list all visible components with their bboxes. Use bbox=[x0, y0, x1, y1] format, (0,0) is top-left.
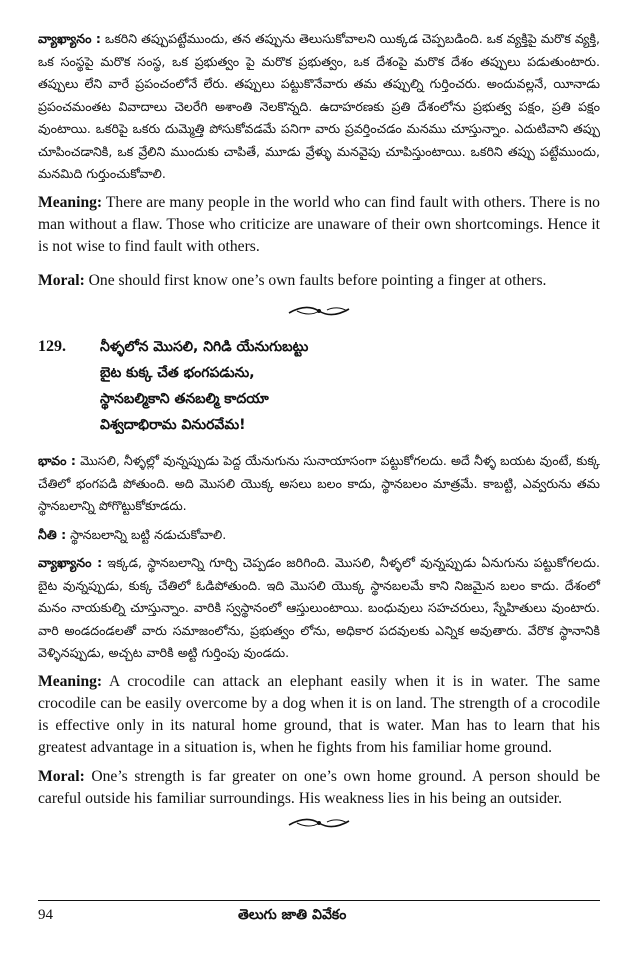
moral-paragraph-2 bbox=[38, 766, 600, 810]
meaning-text: A crocodile can attack an elephant easily when it is in water. The same crocodile can be easily overcome by a dog when it is on land. The strength of a crocodile is effective only in its natural home ground, that is water. Man has to learn that his greatest advantage in a situation is, when he fights from his familiar home ground. bbox=[38, 672, 600, 757]
verse-block bbox=[38, 334, 600, 438]
page-number: 94 bbox=[38, 907, 53, 923]
commentary-text: ఒకరిని తప్పుపట్టేముందు, తన తప్పును తెలుసుకోవాలని యిక్కడ చెప్పబడింది. ఒక వ్యక్తిపై మరొక వ్యక్తి, ఒక సంస్థపై మరొక సంస్థ, ఒక ప్రభుత్వం పై మరొక ప్రభుత్వం, ఒక దేశంపై మరొక దేశం తప్పులు పడుతుంటారు. తప్పులు లేని వారే ప్రపంచంలోనే లేరు. తప్పులు పట్టుకొనేవారు తమ తప్పుల్ని గుర్తించరు. అందువల్లనే, యీనాడు ప్రపంచమంతట వివాదాలు చెలరేగి అశాంతి నెలకొన్నది. ఉదాహరణకు ప్రతి దేశంలోను ప్రభుత్వ పక్షం, ప్రతి పక్షం వుంటాయి. ఒకరిపై ఒకరు దుమ్మెత్తి పోసుకోవడమే పనిగా వారు ప్రవర్తించడం మనము చూస్తున్నాం. ఎదుటివాని తప్పు చూపించడానికి, ఒక వ్రేలిని ముందుకు చాపితే, మూడు వ్రేళ్ళు మనవైపు చూపిస్తుంటాయి. ఒకరిని తప్పు పట్టేముందు, మనమిది గుర్తుంచుకోవాలి. bbox=[38, 31, 600, 181]
ornament-divider-2 bbox=[38, 810, 600, 836]
ornament-divider-1 bbox=[38, 298, 600, 324]
verse-line: నీళ్ళలోన మొసలి, నిగిడి యేనుగుబట్టు bbox=[100, 339, 309, 356]
moral-text: One should first know one’s own faults before pointing a finger at others. bbox=[88, 272, 547, 290]
neethi-paragraph bbox=[38, 524, 600, 547]
moral-text: One’s strength is far greater on one’s own home ground. A person should be careful outside his familiar surroundings. His weakness lies in his being an outsider. bbox=[38, 767, 600, 807]
commentary-label: వ్యాఖ్యానం : bbox=[38, 31, 101, 46]
verse-line: విశ్వదాభిరామ వినురవేమ! bbox=[100, 417, 246, 434]
meaning-label: Meaning: bbox=[38, 672, 103, 690]
commentary-paragraph-1 bbox=[38, 28, 600, 186]
flourish-icon bbox=[287, 816, 351, 830]
verse-number: 129. bbox=[38, 338, 66, 356]
moral-paragraph-1 bbox=[38, 270, 600, 292]
moral-label: Moral: bbox=[38, 272, 85, 290]
bhavam-label: భావం : bbox=[38, 453, 76, 469]
neethi-text: స్థానబలాన్ని బట్టి నడుచుకోవాలి. bbox=[70, 526, 227, 542]
neethi-label: నీతి : bbox=[38, 526, 67, 542]
verse-line: బైట కుక్క చేత భంగపడును, bbox=[100, 365, 255, 382]
verse-line: స్థానబల్మికాని తనబల్మి కాదయా bbox=[100, 391, 269, 408]
bhavam-text: మొసలి, నీళ్ళల్లో వున్నప్పుడు పెద్ద యేనుగును సునాయాసంగా పట్టుకోగలదు. అదే నీళ్ళ బయట వుంటే, కుక్క చేతిలో భంగపడి పోతుంది. అది మొసలి యొక్క అసలు బలం కాదు, స్థానబలం మాత్రమే. కాబట్టి, ఎవ్వరును తమ స్థానబలాన్ని పోగొట్టుకోకూడదు. bbox=[38, 453, 600, 514]
meaning-paragraph-2 bbox=[38, 671, 600, 760]
page-footer bbox=[38, 900, 600, 926]
commentary-label: వ్యాఖ్యానం : bbox=[38, 555, 103, 571]
bhavam-paragraph bbox=[38, 450, 600, 518]
commentary-paragraph-2 bbox=[38, 552, 600, 665]
verse-lines bbox=[100, 334, 600, 438]
moral-label: Moral: bbox=[38, 767, 85, 785]
flourish-icon bbox=[287, 304, 351, 318]
meaning-paragraph-1 bbox=[38, 192, 600, 259]
commentary-text: ఇక్కడ, స్థానబలాన్ని గూర్చి చెప్పడం జరిగింది. మొసలి, నీళ్ళలో వున్నప్పుడు ఏనుగును పట్టుకోగలదు. బైట వున్నప్పుడు, కుక్క చేతిలో ఓడిపోతుంది. ఇది మొసలి యొక్క స్థానబలమే కాని నిజమైన బలం కాదు. దేశంలో మనం నాయకుల్ని చూస్తున్నాం. వారికి స్వస్థానంలో ఆస్తులుంటాయి. బంధువులు సహచరులు, స్నేహితులు వుంటారు. వారి అండదండలతో వారు సమాజంలోను, ప్రభుత్వం లోను, అధికార పదవులకు ఎన్నిక అవుతారు. వేరొక స్థానానికి వెళ్ళినప్పుడు, అచ్చట వారికి అట్టి గుర్తింపు వుండదు. bbox=[38, 555, 600, 661]
running-title: తెలుగు జాతి వివేకం bbox=[238, 907, 347, 923]
meaning-label: Meaning: bbox=[38, 193, 103, 211]
meaning-text: There are many people in the world who can find fault with others. There is no man without a flaw. Those who criticize are unaware of their own shortcomings. Hence it is not wise to find fault with others. bbox=[38, 193, 600, 255]
